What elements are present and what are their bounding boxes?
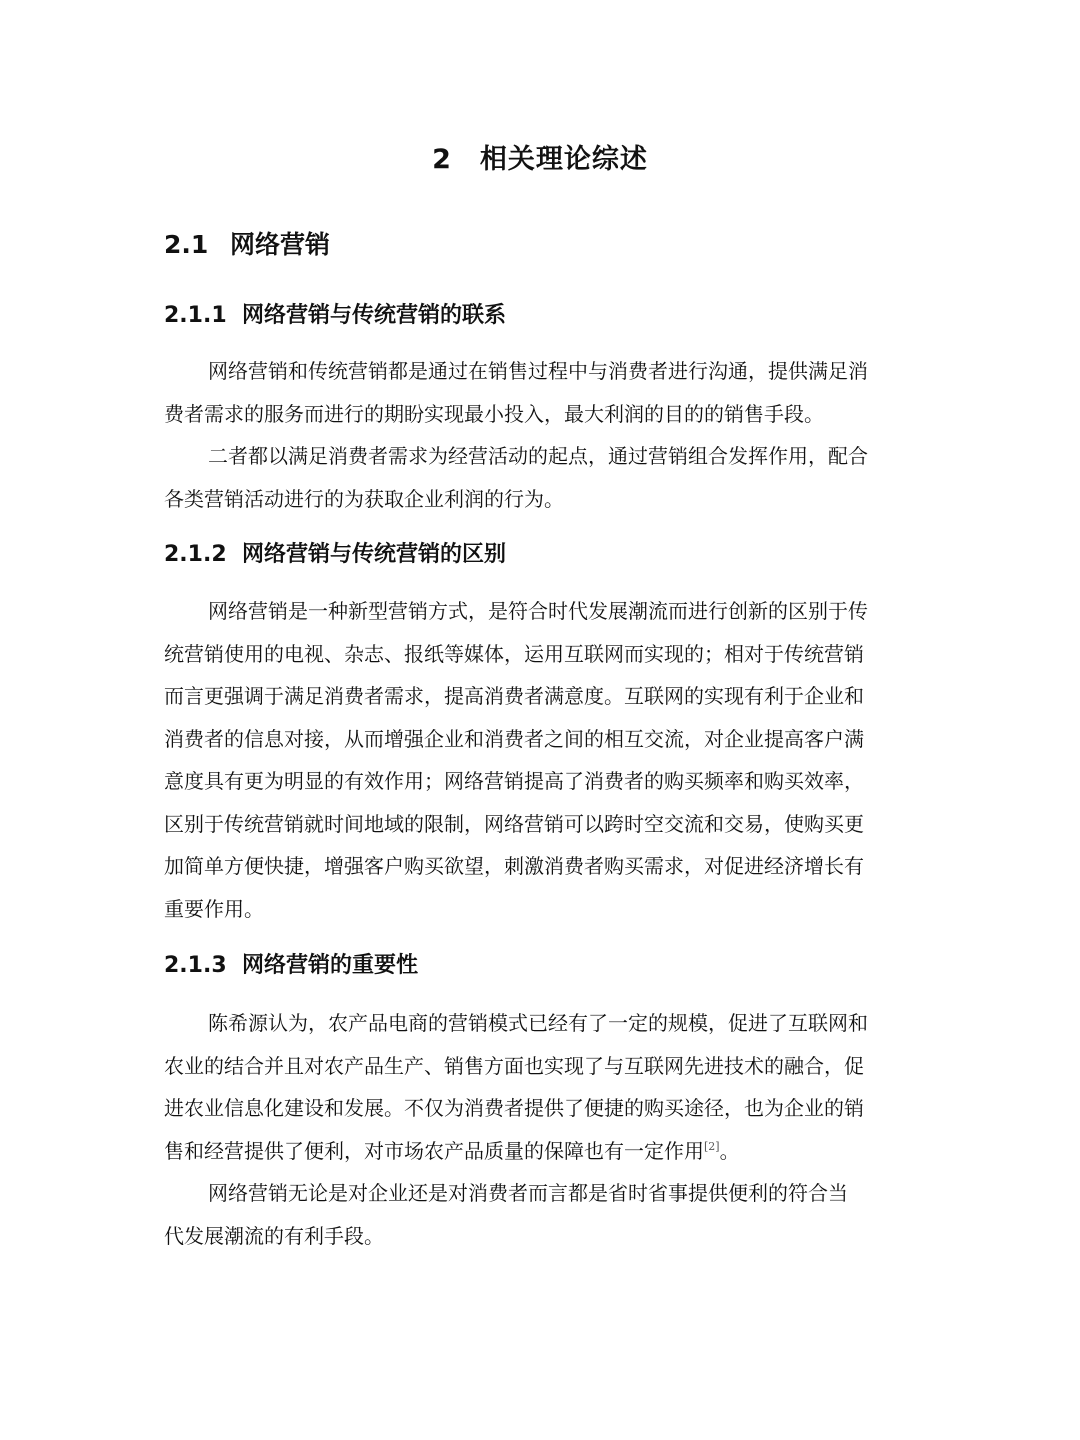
paragraph <box>164 350 919 435</box>
subsection-title: 网络营销的重要性 <box>242 953 419 978</box>
text-line-with-citation <box>164 1130 919 1173</box>
text-line: 意度具有更为明显的有效作用；网络营销提高了消费者的购买频率和购买效率， <box>164 769 864 793</box>
text-line: 重要作用。 <box>164 896 264 921</box>
text-line: 农业的结合并且对农产品生产、销售方面也实现了与互联网先进技术的融合，促 <box>164 1053 864 1078</box>
paragraph <box>164 435 919 520</box>
section-number: 2.1 <box>164 230 209 259</box>
chapter-title-text: 相关理论综述 <box>479 144 648 175</box>
subsection-number: 2.1.3 <box>164 953 227 978</box>
subsection-heading-2-1-2 <box>164 537 506 573</box>
sentence-end: 。 <box>719 1138 740 1163</box>
text-line: 各类营销活动进行的为获取企业利润的行为。 <box>164 486 564 511</box>
text-line: 陈希源认为，农产品电商的营销模式已经有了一定的规模，促进了互联网和 <box>208 1011 868 1035</box>
text-line: 网络营销和传统营销都是通过在销售过程中与消费者进行沟通，提供满足消 <box>208 359 868 383</box>
text-line: 代发展潮流的有利手段。 <box>164 1223 384 1248</box>
text-line: 区别于传统营销就时间地域的限制，网络营销可以跨时空交流和交易，使购买更 <box>164 811 864 836</box>
subsection-title: 网络营销与传统营销的联系 <box>242 303 507 328</box>
section-heading <box>164 225 330 265</box>
paragraph <box>164 590 919 930</box>
text-line: 费者需求的服务而进行的期盼实现最小投入，最大利润的目的的销售手段。 <box>164 401 824 426</box>
paragraph <box>164 1002 919 1172</box>
subsection-number: 2.1.2 <box>164 542 227 567</box>
chapter-title <box>0 140 1080 180</box>
text-line: 网络营销是一种新型营销方式，是符合时代发展潮流而进行创新的区别于传 <box>208 599 868 623</box>
text-line: 而言更强调于满足消费者需求，提高消费者满意度。互联网的实现有利于企业和 <box>164 684 864 708</box>
subsection-title: 网络营销与传统营销的区别 <box>242 542 507 567</box>
text-line: 消费者的信息对接，从而增强企业和消费者之间的相互交流，对企业提高客户满 <box>164 726 864 751</box>
paragraph <box>164 1172 919 1257</box>
citation-marker: [2] <box>704 1139 720 1153</box>
section-title: 网络营销 <box>230 230 331 259</box>
text-line: 二者都以满足消费者需求为经营活动的起点，通过营销组合发挥作用，配合 <box>208 444 868 468</box>
subsection-number: 2.1.1 <box>164 303 227 328</box>
text-line: 进农业信息化建设和发展。不仅为消费者提供了便捷的购买途径，也为企业的销 <box>164 1096 864 1120</box>
subsection-heading-2-1-1 <box>164 298 506 334</box>
text-line: 售和经营提供了便利，对市场农产品质量的保障也有一定作用 <box>164 1138 704 1163</box>
text-line: 统营销使用的电视、杂志、报纸等媒体，运用互联网而实现的；相对于传统营销 <box>164 641 864 666</box>
subsection-heading-2-1-3 <box>164 948 418 984</box>
text-line: 加简单方便快捷，增强客户购买欲望，刺激消费者购买需求，对促进经济增长有 <box>164 854 864 878</box>
text-line: 网络营销无论是对企业还是对消费者而言都是省时省事提供便利的符合当 <box>208 1181 848 1205</box>
chapter-number: 2 <box>432 144 452 175</box>
